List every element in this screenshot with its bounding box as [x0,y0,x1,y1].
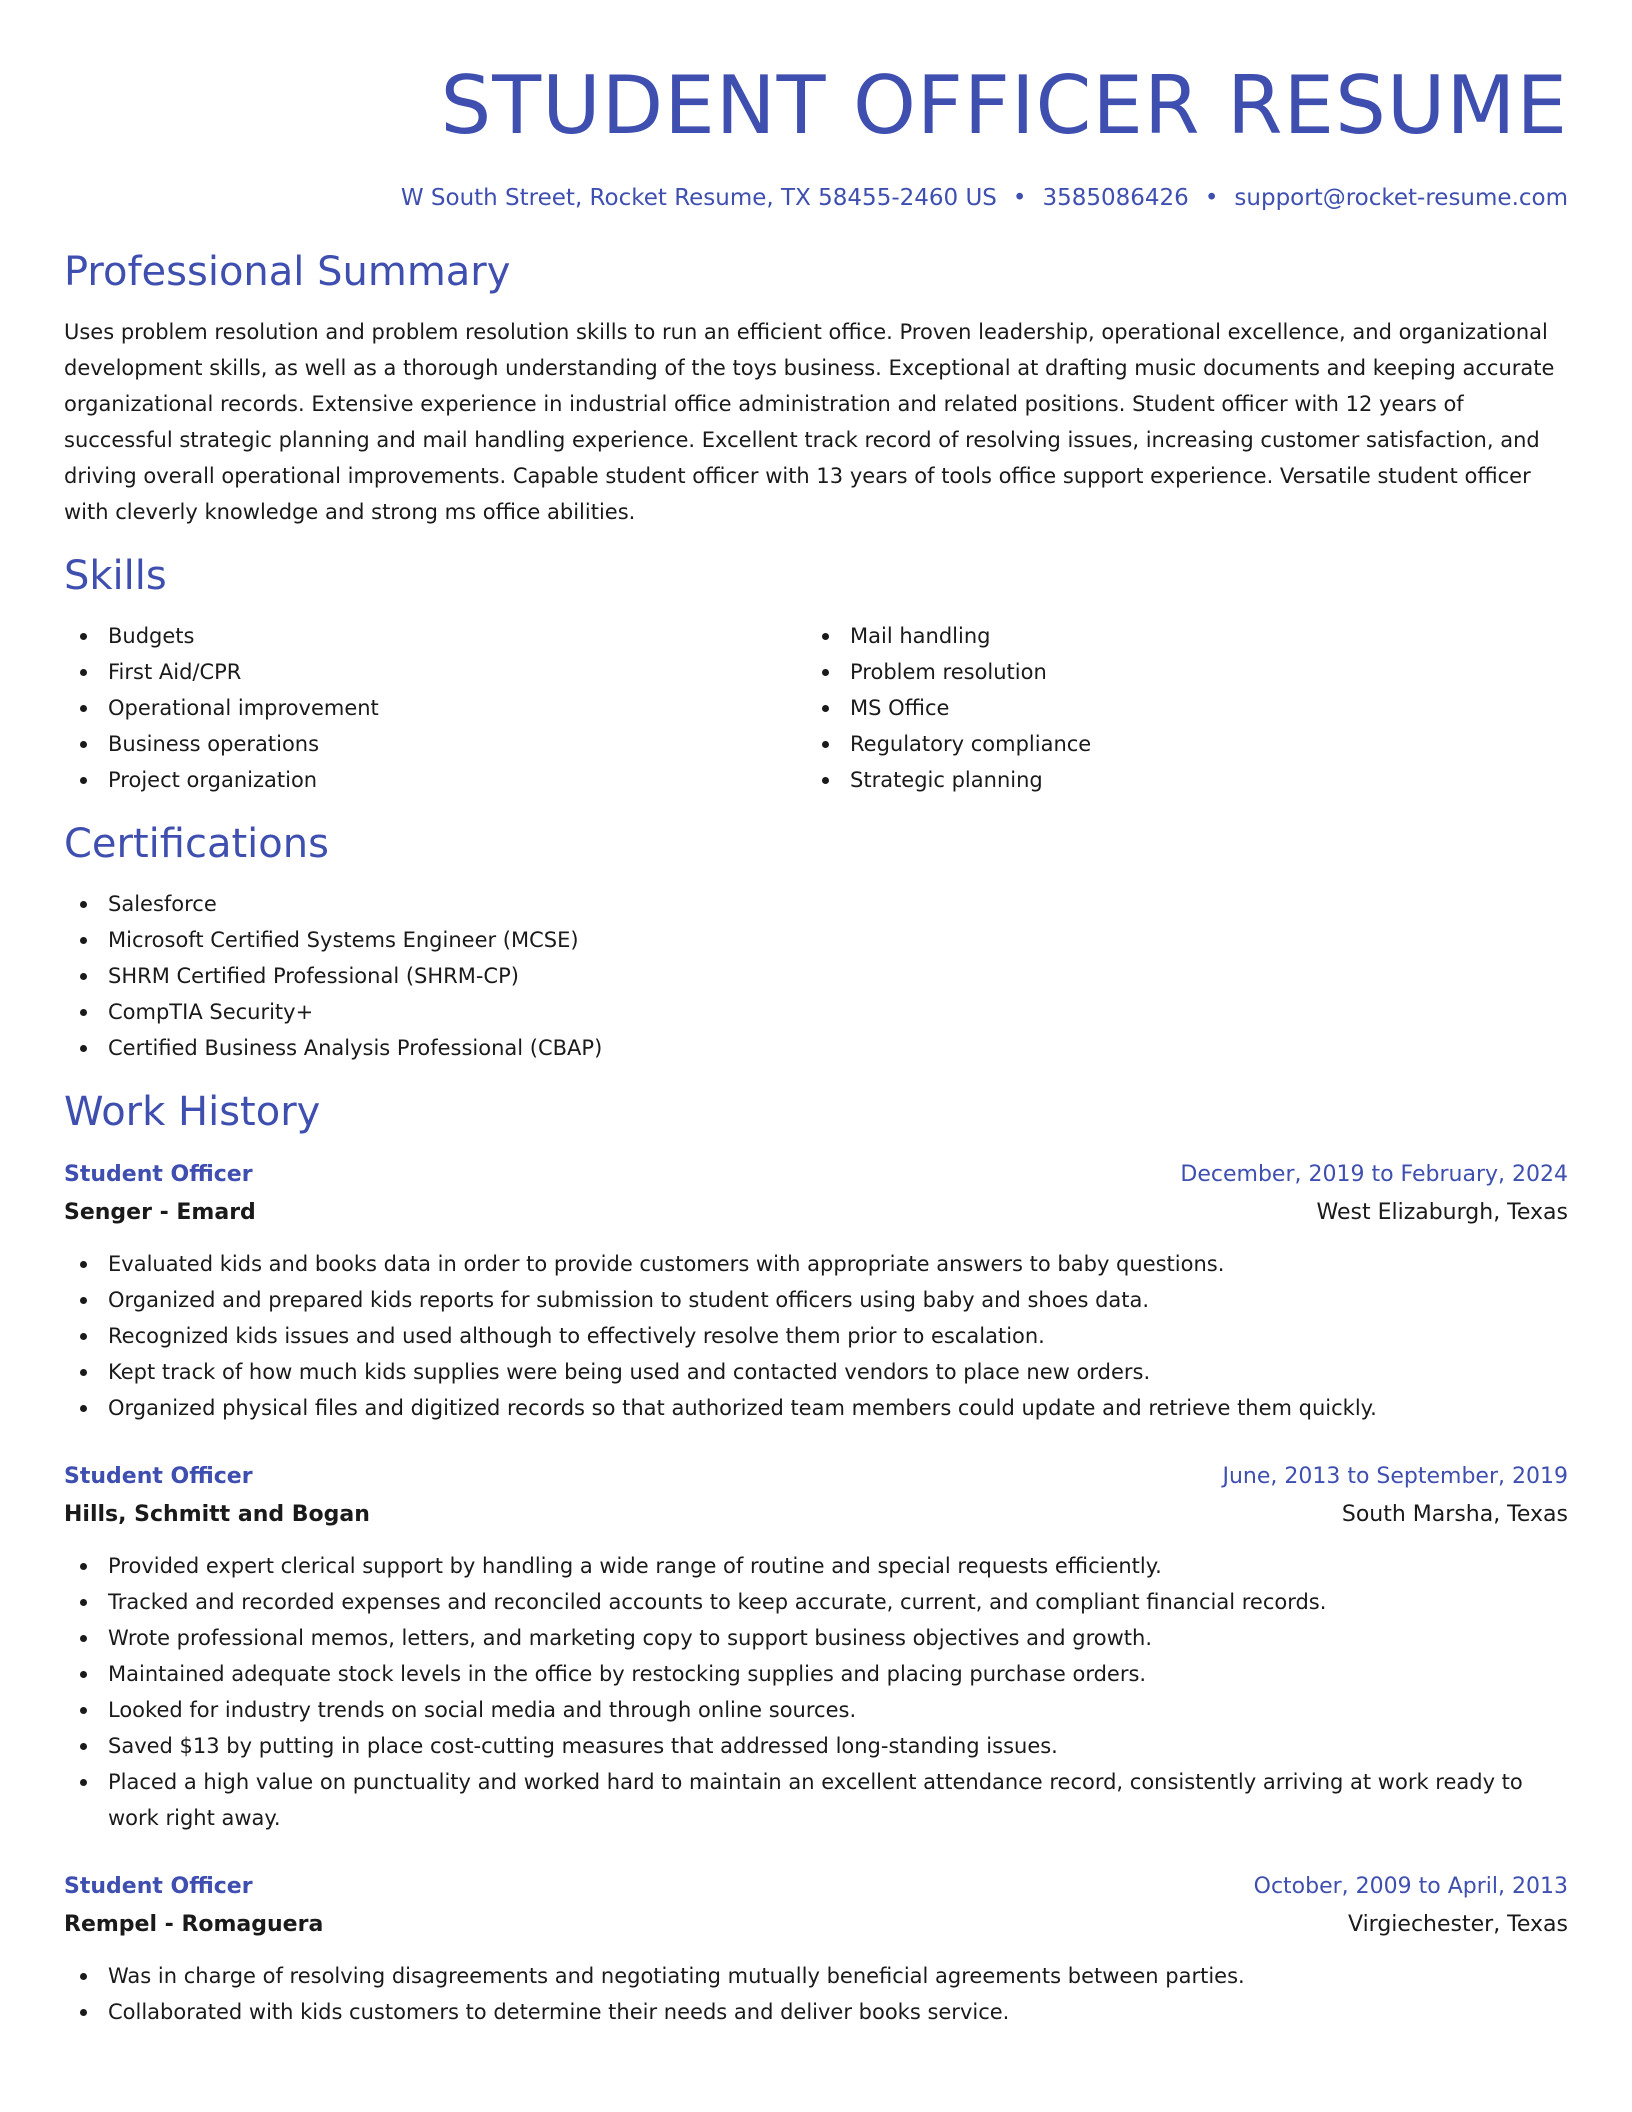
professional-summary-section [64,244,1568,530]
resume-header [64,50,1568,214]
certifications-list [64,886,1568,1066]
job-dates: October, 2009 to April, 2013 [1253,1874,1568,1899]
skill-item: Business operations [64,726,806,762]
job-bullet: Looked for industry trends on social media and through online sources. [64,1692,1568,1728]
job-location: South Marsha, Texas [1341,1502,1568,1527]
contact-phone: 3585086426 [1042,185,1189,211]
skills-grid [64,618,1568,798]
skills-section [64,548,1568,798]
job-bullet: Placed a high value on punctuality and worked hard to maintain an excellent attendance record, consistently arriving at work ready to work right away. [64,1764,1568,1836]
job-bullet: Kept track of how much kids supplies were being used and contacted vendors to place new orders. [64,1354,1568,1390]
skill-item: Strategic planning [806,762,1548,798]
job-dates: December, 2019 to February, 2024 [1180,1162,1568,1187]
skill-item: Regulatory compliance [806,726,1548,762]
certification-item: Microsoft Certified Systems Engineer (MCSE) [64,922,1568,958]
job-company-row [64,1906,1568,1944]
work-history-section [64,1084,1568,2030]
job-bullets [64,1548,1568,1836]
job-bullet: Organized physical files and digitized records so that authorized team members could update and retrieve them quickly. [64,1390,1568,1426]
certification-item: Certified Business Analysis Professional (CBAP) [64,1030,1568,1066]
skills-list [806,618,1548,798]
skill-item: Problem resolution [806,654,1548,690]
job-location: Virgiechester, Texas [1348,1912,1568,1937]
section-title: Skills [64,553,167,599]
skill-item: MS Office [806,690,1548,726]
contact-email[interactable]: support@rocket-resume.com [1234,185,1568,211]
job-header-row [64,1156,1568,1194]
job-header-row [64,1868,1568,1906]
job-bullet: Recognized kids issues and used although to effectively resolve them prior to escalation. [64,1318,1568,1354]
job-title: Student Officer [64,1162,253,1187]
job-dates: June, 2013 to September, 2019 [1222,1464,1568,1489]
job-entry [64,1156,1568,1426]
summary-text: Uses problem resolution and problem resolution skills to run an efficient office. Proven leadership, operational excellence, and organizational development skills, as well as a thorough understanding of the toys business. Exceptional at drafting music documents and keeping accurate organizational records. Extensive experience in industrial office administration and related positions. Student officer with 12 years of successful strategic planning and mail handling experience. Excellent track record of resolving issues, increasing customer satisfaction, and driving overall operational improvements. Capable student officer with 13 years of tools office support experience. Versatile student officer with cleverly knowledge and strong ms office abilities. [64,320,1555,524]
job-company: Senger - Emard [64,1200,256,1225]
job-title: Student Officer [64,1464,253,1489]
skill-item: Mail handling [806,618,1548,654]
job-bullet: Saved $13 by putting in place cost-cutting measures that addressed long-standing issues. [64,1728,1568,1764]
job-bullet: Tracked and recorded expenses and reconciled accounts to keep accurate, current, and compliant financial records. [64,1584,1568,1620]
job-bullet: Provided expert clerical support by handling a wide range of routine and special requests efficiently. [64,1548,1568,1584]
job-company: Rempel - Romaguera [64,1912,324,1937]
certification-item: CompTIA Security+ [64,994,1568,1030]
job-title: Student Officer [64,1874,253,1899]
contact-address: W South Street, Rocket Resume, TX 58455-2460 US [400,185,997,211]
skills-list [64,618,806,798]
contact-separator: • [1204,185,1219,211]
skill-item: Budgets [64,618,806,654]
certifications-section [64,816,1568,1066]
certification-item: Salesforce [64,886,1568,922]
skills-column-left [64,618,806,798]
contact-separator: • [1012,185,1027,211]
section-title: Certifications [64,821,329,867]
job-company: Hills, Schmitt and Bogan [64,1502,370,1527]
job-bullet: Organized and prepared kids reports for submission to student officers using baby and shoes data. [64,1282,1568,1318]
skill-item: Project organization [64,762,806,798]
skill-item: Operational improvement [64,690,806,726]
section-title: Work History [64,1089,321,1135]
certification-item: SHRM Certified Professional (SHRM-CP) [64,958,1568,994]
job-bullet: Was in charge of resolving disagreements and negotiating mutually beneficial agreements between parties. [64,1958,1568,1994]
skills-column-right [806,618,1548,798]
resume-name: STUDENT OFFICER RESUME [440,59,1568,152]
job-bullets [64,1246,1568,1426]
job-bullet: Maintained adequate stock levels in the office by restocking supplies and placing purchase orders. [64,1656,1568,1692]
contact-line [64,182,1568,214]
job-header-row [64,1458,1568,1496]
job-location: West Elizaburgh, Texas [1316,1200,1568,1225]
job-bullet: Collaborated with kids customers to determine their needs and deliver books service. [64,1994,1568,2030]
job-entry [64,1458,1568,1836]
job-bullets [64,1958,1568,2030]
job-bullet: Wrote professional memos, letters, and marketing copy to support business objectives and growth. [64,1620,1568,1656]
job-company-row [64,1194,1568,1232]
job-bullet: Evaluated kids and books data in order to provide customers with appropriate answers to baby questions. [64,1246,1568,1282]
skill-item: First Aid/CPR [64,654,806,690]
section-title: Professional Summary [64,249,511,295]
job-entry [64,1868,1568,2030]
job-company-row [64,1496,1568,1534]
